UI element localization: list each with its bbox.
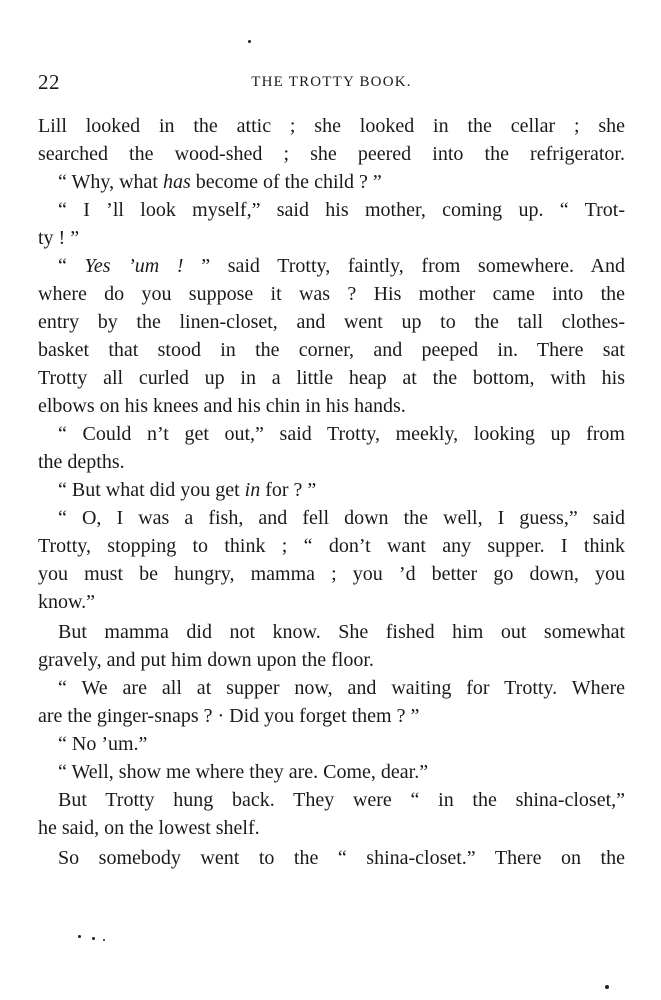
page-header: [38, 70, 625, 96]
text-line: ty ! ”: [38, 227, 80, 249]
text-line: “ But what did you get in for ? ”: [58, 479, 317, 501]
text-line: know.”: [38, 591, 96, 613]
print-speck: [605, 985, 609, 989]
text-line: searched the wood-shed ; she peered into the refrigerator.: [38, 143, 625, 165]
text-line: are the ginger-snaps ? · Did you forget them ? ”: [38, 705, 420, 727]
text-line: where do you suppose it was ? His mother came into the: [38, 283, 625, 305]
text-line: “ No ’um.”: [58, 733, 148, 755]
print-speck: [248, 40, 251, 43]
text-line: he said, on the lowest shelf.: [38, 817, 260, 839]
text-line: gravely, and put him down upon the floor.: [38, 649, 374, 671]
text-line: “ Could n’t get out,” said Trotty, meekly, looking up from: [58, 423, 625, 445]
text-line: basket that stood in the corner, and peeped in. There sat: [38, 339, 625, 361]
italic-word: Yes ’um !: [84, 255, 184, 277]
text-line: “ Yes ’um ! ” said Trotty, faintly, from somewhere. And: [58, 255, 625, 277]
print-speck: [78, 935, 81, 938]
text-line: Trotty all curled up in a little heap at the bottom, with his: [38, 367, 625, 389]
text-line: “ O, I was a fish, and fell down the well, I guess,” said: [58, 507, 625, 529]
text-line: Trotty, stopping to think ; “ don’t want any supper. I think: [38, 535, 625, 557]
running-title: THE TROTTY BOOK.: [251, 74, 412, 90]
text-line: “ Well, show me where they are. Come, dear.”: [58, 761, 429, 783]
text-line: “ I ’ll look myself,” said his mother, coming up. “ Trot-: [58, 199, 625, 221]
text-line: you must be hungry, mamma ; you ’d better go down, you: [38, 563, 625, 585]
text-line: elbows on his knees and his chin in his hands.: [38, 395, 406, 417]
text-line: But mamma did not know. She fished him out somewhat: [58, 621, 625, 643]
text-line: the depths.: [38, 451, 125, 473]
page-number: 22: [38, 70, 60, 94]
text-line: Lill looked in the attic ; she looked in the cellar ; she: [38, 115, 625, 137]
print-speck: [92, 937, 95, 940]
text-line: “ Why, what has become of the child ? ”: [58, 171, 382, 193]
italic-word: has: [162, 171, 191, 193]
text-line: But Trotty hung back. They were “ in the shina-closet,”: [58, 789, 625, 811]
text-line: entry by the linen-closet, and went up to the tall clothes-: [38, 311, 625, 333]
text-line: So somebody went to the “ shina-closet.” There on the: [58, 847, 625, 869]
text-line: “ We are all at supper now, and waiting for Trotty. Where: [58, 677, 625, 699]
italic-word: in: [244, 479, 261, 501]
print-speck: [103, 939, 105, 941]
